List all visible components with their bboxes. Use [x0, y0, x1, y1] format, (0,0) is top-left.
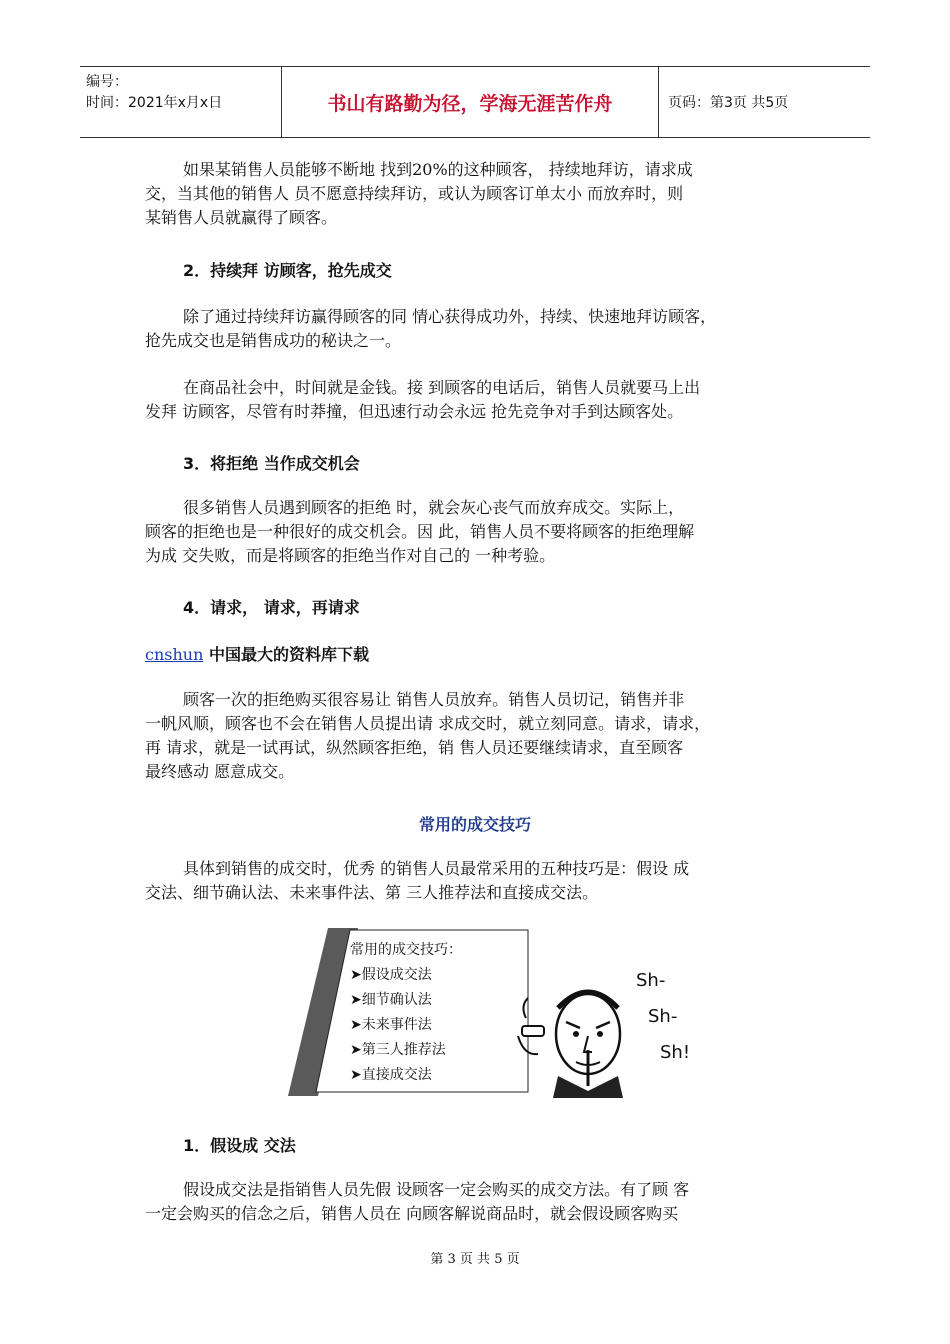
paragraph-line: 顾客一次的拒绝购买很容易让 销售人员放弃。销售人员切记，销售并非 [183, 690, 685, 709]
paragraph-line: 最终感动 愿意成交。 [145, 762, 295, 781]
speech-text-2: Sh- [648, 1006, 678, 1027]
header-page-label: 页码：第3页 共5页 [668, 95, 789, 111]
paragraph-line: 具体到销售的成交时，优秀 的销售人员最常采用的五种技巧是：假设 成 [183, 859, 690, 878]
paragraph-1 [145, 158, 805, 230]
section-title: 常用的成交技巧 [418, 815, 531, 834]
tip-item: ➤第三人推荐法 [350, 1042, 446, 1058]
paragraph-line: 一帆风顺，顾客也不会在销售人员提出请 求成交时，就立刻同意。请求，请求， [145, 714, 711, 733]
paragraph-line: 为成 交失败，而是将顾客的拒绝当作对自己的 一种考验。 [145, 546, 556, 565]
paragraph-line: 某销售人员就赢得了顾客。 [145, 208, 338, 227]
download-link-line [145, 642, 369, 665]
tip-item: ➤假设成交法 [350, 967, 432, 983]
paragraph-line: 一定会购买的信念之后，销售人员在 向顾客解说商品时，就会假设顾客购买 [145, 1204, 679, 1223]
tips-list [350, 938, 462, 1088]
heading-3: 3．将拒绝 当作成交机会 [183, 454, 360, 473]
heading-4: 4．请求， 请求，再请求 [183, 598, 360, 617]
paragraph-line: 顾客的拒绝也是一种很好的成交机会。因 此，销售人员不要将顾客的拒绝理解 [145, 522, 695, 541]
paragraph-line: 在商品社会中，时间就是金钱。接 到顾客的电话后，销售人员就要马上出 [183, 378, 701, 397]
paragraph-line: 假设成交法是指销售人员先假 设顾客一定会购买的成交方法。有了顾 客 [183, 1180, 690, 1199]
header-motto: 书山有路勤为径，学海无涯苦作舟 [282, 67, 659, 137]
tips-title: 常用的成交技巧： [350, 942, 462, 958]
tip-item: ➤未来事件法 [350, 1017, 432, 1033]
link-description: 中国最大的资料库下载 [203, 645, 369, 664]
paragraph-line: 交，当其他的销售人 员不愿意持续拜访，或认为顾客订单太小 而放弃时，则 [145, 184, 684, 203]
page-footer: 第 3 页 共 5 页 [430, 1252, 520, 1267]
cnshun-link[interactable]: cnshun [145, 645, 204, 664]
speech-text-3: Sh! [660, 1042, 691, 1063]
code-label: 编号： [86, 74, 128, 90]
heading-5: 1．假设成 交法 [183, 1136, 296, 1155]
tip-item: ➤细节确认法 [350, 992, 432, 1008]
paragraph-line: 抢先成交也是销售成功的秘诀之一。 [145, 331, 402, 350]
paragraph-6 [145, 857, 805, 905]
paragraph-5 [145, 688, 805, 784]
tip-item: ➤直接成交法 [350, 1067, 432, 1083]
shushing-man-icon [518, 992, 623, 1098]
date-label: 时间：2021年x月x日 [86, 95, 223, 111]
heading-2: 2．持续拜 访顾客，抢先成交 [183, 261, 392, 280]
paragraph-line: 发拜 访顾客，尽管有时莽撞，但迅速行动会永远 抢先竞争对手到达顾客处。 [145, 402, 684, 421]
header-meta-cell [80, 67, 282, 137]
paragraph-line: 如果某销售人员能够不断地 找到20%的这种顾客， 持续地拜访，请求成 [183, 160, 693, 179]
paragraph-7 [145, 1178, 805, 1226]
paragraph-4 [145, 496, 805, 568]
speech-text-1: Sh- [636, 970, 666, 991]
page-header [80, 66, 870, 138]
paragraph-2 [145, 305, 805, 353]
paragraph-line: 交法、细节确认法、未来事件法、第 三人推荐法和直接成交法。 [145, 883, 599, 902]
paragraph-line: 再 请求，就是一试再试，纵然顾客拒绝，销 售人员还要继续请求，直至顾客 [145, 738, 684, 757]
paragraph-line: 很多销售人员遇到顾客的拒绝 时，就会灰心丧气而放弃成交。实际上， [183, 498, 685, 517]
paragraph-3 [145, 376, 805, 424]
paragraph-line: 除了通过持续拜访赢得顾客的同 情心获得成功外，持续、快速地拜访顾客， [183, 307, 717, 326]
